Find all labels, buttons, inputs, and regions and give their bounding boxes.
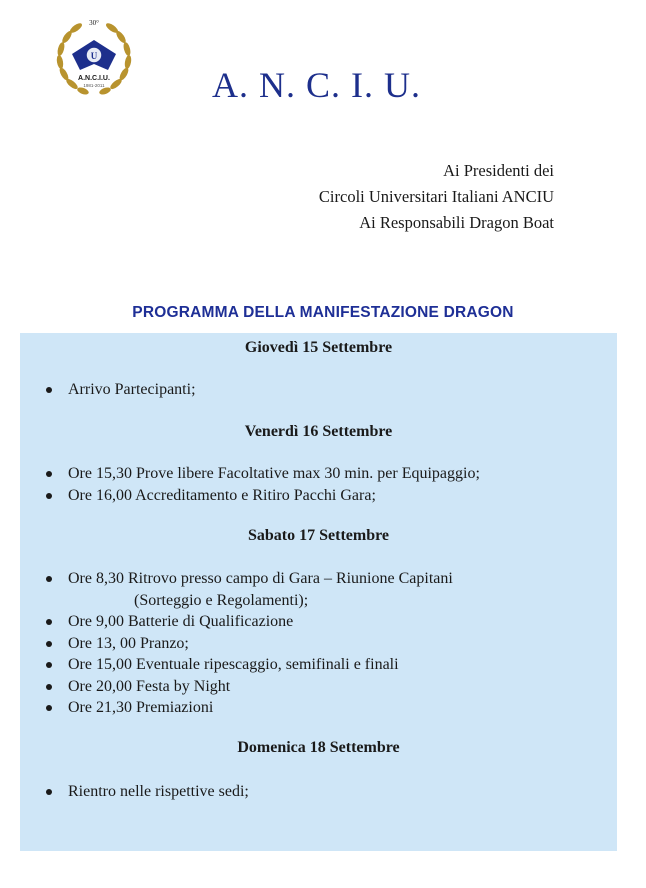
bullet-icon — [46, 789, 52, 795]
recipients-block — [319, 158, 554, 236]
list-item — [46, 676, 453, 698]
day-heading: Venerdì 16 Settembre — [244, 423, 393, 440]
bullet-icon — [46, 576, 52, 582]
list-item-continuation — [46, 590, 453, 612]
logo-acronym-text: A.N.C.I.U. — [78, 75, 110, 82]
day-item-list — [46, 463, 480, 506]
bullet-icon — [46, 493, 52, 499]
logo-anniversary-text: 30° — [89, 19, 99, 27]
program-title: PROGRAMMA DELLA MANIFESTAZIONE DRAGON — [132, 304, 514, 321]
list-item — [46, 611, 453, 633]
list-item — [46, 633, 453, 655]
list-item — [46, 781, 249, 803]
list-item — [46, 463, 480, 485]
list-item — [46, 654, 453, 676]
list-item-text: Ore 13, 00 Pranzo; — [68, 634, 189, 652]
org-title: A. N. C. I. U. — [212, 65, 421, 105]
list-item — [46, 568, 453, 590]
logo-years-text: 1981-2011 — [83, 83, 105, 88]
bullet-icon — [46, 641, 52, 647]
list-item — [46, 379, 196, 401]
svg-text:U: U — [90, 51, 98, 61]
list-item-text: Ore 15,00 Eventuale ripescaggio, semifinali e finali — [68, 656, 399, 673]
recipient-line: Ai Responsabili Dragon Boat — [359, 213, 554, 232]
anciu-logo-emblem — [50, 14, 138, 102]
bullet-icon — [46, 619, 52, 625]
day-item-list — [46, 379, 196, 401]
day-heading: Sabato 17 Settembre — [247, 527, 390, 544]
bullet-icon — [46, 684, 52, 690]
day-item-list — [46, 781, 249, 803]
bullet-icon — [46, 387, 52, 393]
list-item-text: Ore 16,00 Accreditamento e Ritiro Pacchi Gara; — [68, 486, 376, 504]
day-heading: Domenica 18 Settembre — [237, 739, 400, 756]
list-item — [46, 485, 480, 507]
day-item-list — [46, 568, 453, 719]
day-heading: Giovedì 15 Settembre — [244, 339, 393, 356]
anciu-logo — [50, 14, 138, 102]
list-item-text: Ore 15,30 Prove libere Facoltative max 30 min. per Equipaggio; — [68, 465, 480, 482]
recipient-line: Ai Presidenti dei — [443, 161, 554, 180]
list-item-text: Ore 21,30 Premiazioni — [68, 699, 214, 716]
bullet-icon — [46, 705, 52, 711]
bullet-icon — [46, 471, 52, 477]
list-item — [46, 697, 453, 719]
list-item-text: (Sorteggio e Regolamenti); — [134, 591, 309, 609]
bullet-icon — [46, 662, 52, 668]
recipient-line: Circoli Universitari Italiani ANCIU — [318, 187, 554, 206]
list-item-text: Ore 20,00 Festa by Night — [68, 677, 231, 695]
list-item-text: Ore 9,00 Batterie di Qualificazione — [68, 613, 294, 630]
list-item-text: Arrivo Partecipanti; — [68, 381, 196, 398]
program-box — [20, 333, 617, 851]
list-item-text: Rientro nelle rispettive sedi; — [68, 783, 249, 800]
list-item-text: Ore 8,30 Ritrovo presso campo di Gara – Riunione Capitani — [68, 570, 453, 587]
